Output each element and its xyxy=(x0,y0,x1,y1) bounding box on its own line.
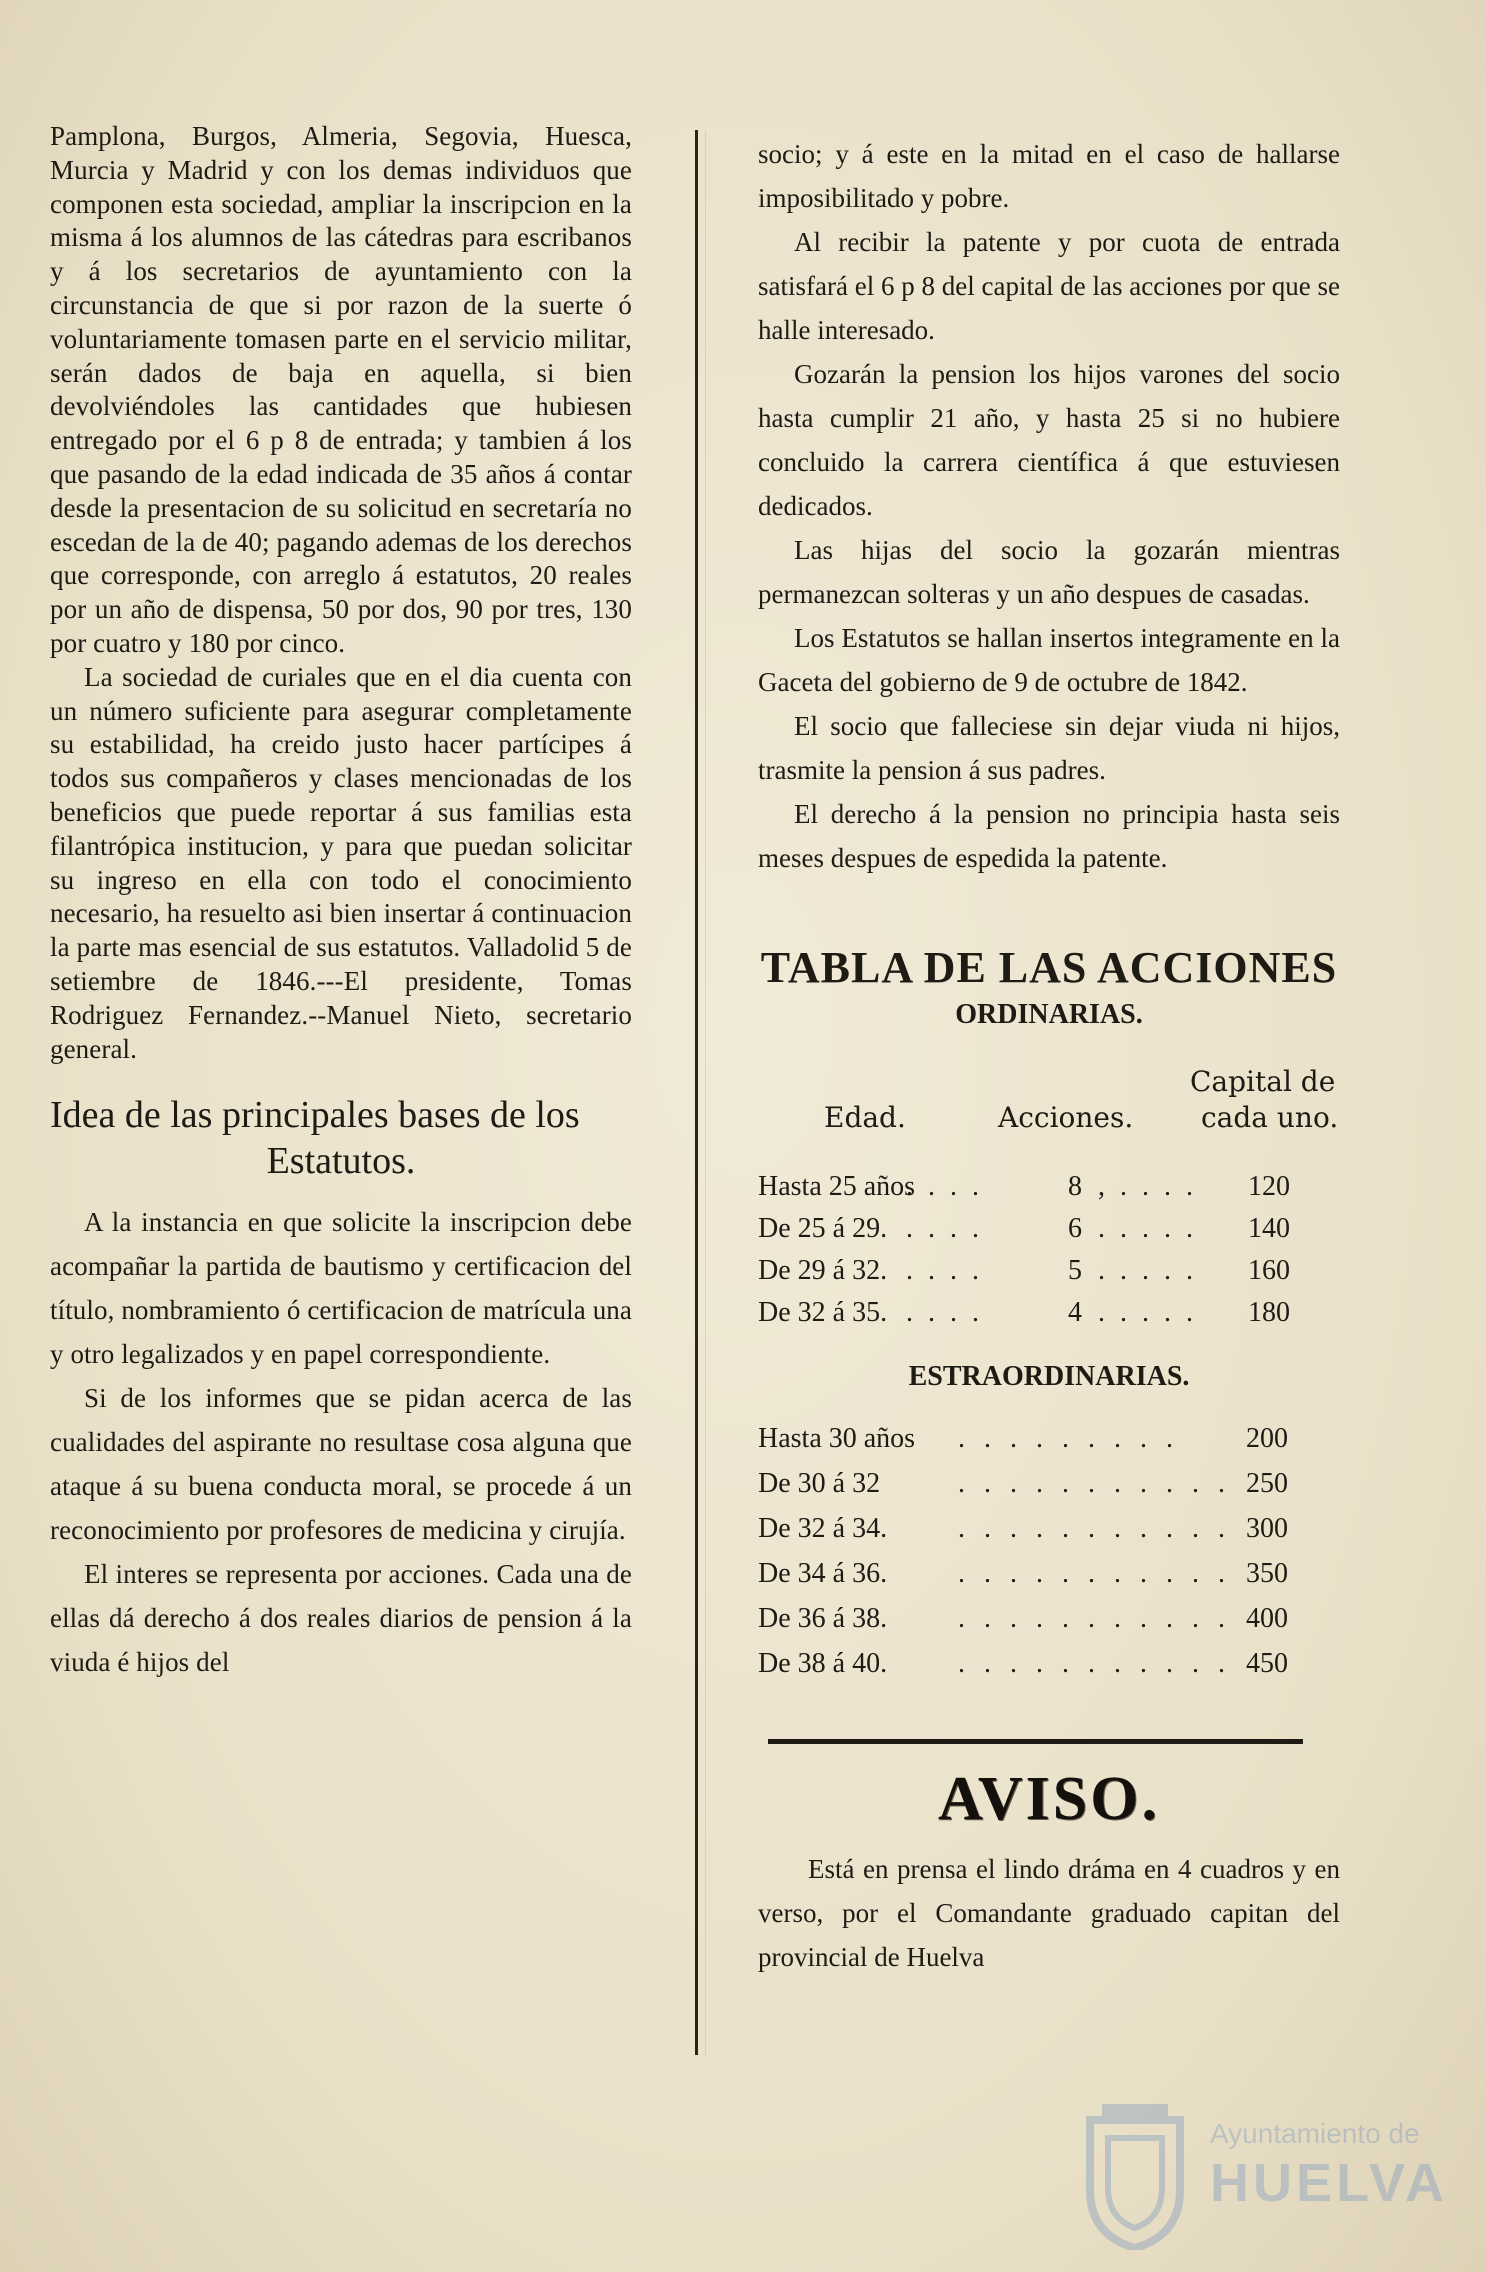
row-edad: Hasta 25 años xyxy=(758,1171,916,1202)
row-edad: De 36 á 38. xyxy=(758,1603,888,1634)
table-row xyxy=(758,1558,1340,1603)
aviso-text: Está en prensa el lindo dráma en 4 cuadros y en verso, por el Comandante graduado capitan del provincial de Huelva xyxy=(758,1854,1340,1972)
section-rule xyxy=(768,1739,1303,1744)
column-header-capital-line1: Capital de xyxy=(1190,1065,1336,1098)
left-paragraph-3: A la instancia en que solicite la inscripcion debe acompañar la partida de bautismo y certificacion del título, nombramiento ó certificacion de matrícula una y otro legalizados y en papel correspondiente. xyxy=(50,1207,632,1370)
row-capital: 450 xyxy=(1246,1648,1288,1679)
right-paragraph-3: Gozarán la pension los hijos varones del socio hasta cumplir 21 año, y hasta 25 si no hubiere concluido la carrera científica á que estuviesen dedicados. xyxy=(758,359,1340,521)
table-row xyxy=(758,1423,1340,1468)
column-header-acciones: Acciones. xyxy=(998,1101,1134,1134)
left-statutes-body xyxy=(50,1200,632,1684)
right-column xyxy=(758,132,1340,1979)
right-paragraph-4: Las hijas del socio la gozarán mientras permanezcan solteras y un año despues de casadas. xyxy=(758,535,1340,609)
section-heading-line1: Idea de las principales bases de los xyxy=(50,1094,580,1137)
table-row xyxy=(758,1513,1340,1558)
row-capital: 120 xyxy=(1248,1171,1290,1202)
row-capital: 140 xyxy=(1248,1213,1290,1244)
row-leader-dots: . . . . . . . . . . . xyxy=(958,1648,1231,1679)
ordinarias-label: ORDINARIAS. xyxy=(955,999,1143,1030)
row-leader-dots: . . . . xyxy=(906,1255,983,1286)
ordinarias-table xyxy=(758,1171,1340,1339)
table-row xyxy=(758,1603,1340,1648)
row-capital: 250 xyxy=(1246,1468,1288,1499)
row-capital: 200 xyxy=(1246,1423,1288,1454)
column-header-edad: Edad. xyxy=(824,1101,906,1134)
row-leader-dots: . . . . . . . . . . . xyxy=(958,1468,1231,1499)
right-paragraph-5: Los Estatutos se hallan insertos integramente en la Gaceta del gobierno de 9 de octubre de 1842. xyxy=(758,623,1340,697)
row-edad: De 29 á 32. xyxy=(758,1255,888,1286)
row-leader-dots: . . . . . . . . . . . xyxy=(958,1558,1231,1589)
left-paragraph-1: Pamplona, Burgos, Almeria, Segovia, Huesca, Murcia y Madrid y con los demas individuos que componen esta sociedad, ampliar la inscripcion en la misma á los alumnos de las cátedras para escribanos y á los secretarios de ayuntamiento con la circunstancia de que si por razon de la suerte ó voluntariamente tomasen parte en el servicio militar, serán dados de baja en aquella, si bien devolviéndoles las cantidades que hubiesen entregado por el 6 p 8 de entrada; y tambien á los que pasando de la edad indicada de 35 años á contar desde la presentacion de su solicitud en secretaría no escedan de la de 40; pagando ademas de los derechos que corresponde, con arreglo á estatutos, 20 reales por un año de dispensa, 50 por dos, 90 por tres, 130 por cuatro y 180 por cinco. xyxy=(50,121,632,658)
right-paragraph-2: Al recibir la patente y por cuota de entrada satisfará el 6 p 8 del capital de las acciones por que se halle interesado. xyxy=(758,227,1340,345)
left-column xyxy=(50,120,632,1684)
row-capital: 350 xyxy=(1246,1558,1288,1589)
table-row xyxy=(758,1468,1340,1513)
row-leader-dots: . . . . . xyxy=(1098,1255,1197,1286)
row-edad: De 32 á 34. xyxy=(758,1513,888,1544)
row-capital: 160 xyxy=(1248,1255,1290,1286)
row-leader-dots: . . . . . xyxy=(1098,1213,1197,1244)
table-row xyxy=(758,1213,1340,1255)
row-leader-dots: . . . . . . . . . xyxy=(958,1423,1179,1454)
archive-watermark xyxy=(1080,2100,1448,2260)
table-row xyxy=(758,1255,1340,1297)
coat-of-arms-icon xyxy=(1080,2100,1190,2250)
table-row xyxy=(758,1171,1340,1213)
column-header-capital-line2: cada uno. xyxy=(1201,1101,1339,1134)
right-paragraph-1: socio; y á este en la mitad en el caso de hallarse imposibilitado y pobre. xyxy=(758,139,1340,213)
row-edad: De 38 á 40. xyxy=(758,1648,888,1679)
column-divider-shadow xyxy=(705,130,706,2055)
left-paragraph-5: El interes se representa por acciones. Cada una de ellas dá derecho á dos reales diarios de pension á la viuda é hijos del xyxy=(50,1559,632,1678)
row-leader-dots: . . . . xyxy=(906,1213,983,1244)
section-heading xyxy=(50,1092,632,1184)
row-capital: 300 xyxy=(1246,1513,1288,1544)
table-header xyxy=(758,1061,1340,1157)
row-edad: De 25 á 29. xyxy=(758,1213,888,1244)
row-capital: 180 xyxy=(1248,1297,1290,1328)
row-leader-dots: . . . . . xyxy=(1098,1297,1197,1328)
estraordinarias-table xyxy=(758,1423,1340,1693)
row-leader-dots: . . . . . . . . . . . xyxy=(958,1603,1231,1634)
row-edad: De 30 á 32 xyxy=(758,1468,881,1499)
table-row xyxy=(758,1648,1340,1693)
estraordinarias-label: ESTRAORDINARIAS. xyxy=(908,1361,1190,1392)
right-paragraph-6: El socio que falleciese sin dejar viuda ni hijos, trasmite la pension á sus padres. xyxy=(758,711,1340,785)
watermark-line1: Ayuntamiento de xyxy=(1210,2118,1420,2149)
row-leader-dots: , . . . . xyxy=(1098,1171,1197,1202)
row-acciones: 6 xyxy=(1068,1213,1082,1244)
table-row xyxy=(758,1297,1340,1339)
right-paragraph-7: El derecho á la pension no principia hasta seis meses despues de espedida la patente. xyxy=(758,799,1340,873)
left-paragraph-2: La sociedad de curiales que en el dia cuenta con un número suficiente para asegurar completamente su estabilidad, ha creido justo hacer partícipes á todos sus compañeros y clases mencionadas de los beneficios que puede reportar á sus familias esta filantrópica institucion, y para que puedan solicitar su ingreso en ella con todo el conocimiento necesario, ha resuelto asi bien insertar á continuacion la parte mas esencial de sus estatutos. Valladolid 5 de setiembre de 1846.---El presidente, Tomas Rodriguez Fernandez.--Manuel Nieto, secretario general. xyxy=(50,661,632,1064)
row-edad: Hasta 30 años xyxy=(758,1423,916,1454)
section-heading-line2: Estatutos. xyxy=(266,1140,416,1183)
row-acciones: 5 xyxy=(1068,1255,1082,1286)
row-capital: 400 xyxy=(1246,1603,1288,1634)
watermark-line2: HUELVA xyxy=(1210,2153,1448,2213)
column-divider xyxy=(695,130,698,2055)
row-leader-dots: . . . . xyxy=(906,1171,983,1202)
aviso-title: AVISO. xyxy=(938,1765,1160,1833)
row-acciones: 4 xyxy=(1068,1297,1082,1328)
row-leader-dots: . . . . xyxy=(906,1297,983,1328)
row-leader-dots: . . . . . . . . . . . xyxy=(958,1513,1231,1544)
left-paragraph-4: Si de los informes que se pidan acerca de las cualidades del aspirante no resultase cosa alguna que ataque á su buena conducta moral, se procede á un reconocimiento por profesores de medicina y cirujía. xyxy=(50,1383,632,1546)
row-edad: De 34 á 36. xyxy=(758,1558,888,1589)
table-title: TABLA DE LAS ACCIONES xyxy=(760,943,1338,992)
row-edad: De 32 á 35. xyxy=(758,1297,888,1328)
row-acciones: 8 xyxy=(1068,1171,1082,1202)
